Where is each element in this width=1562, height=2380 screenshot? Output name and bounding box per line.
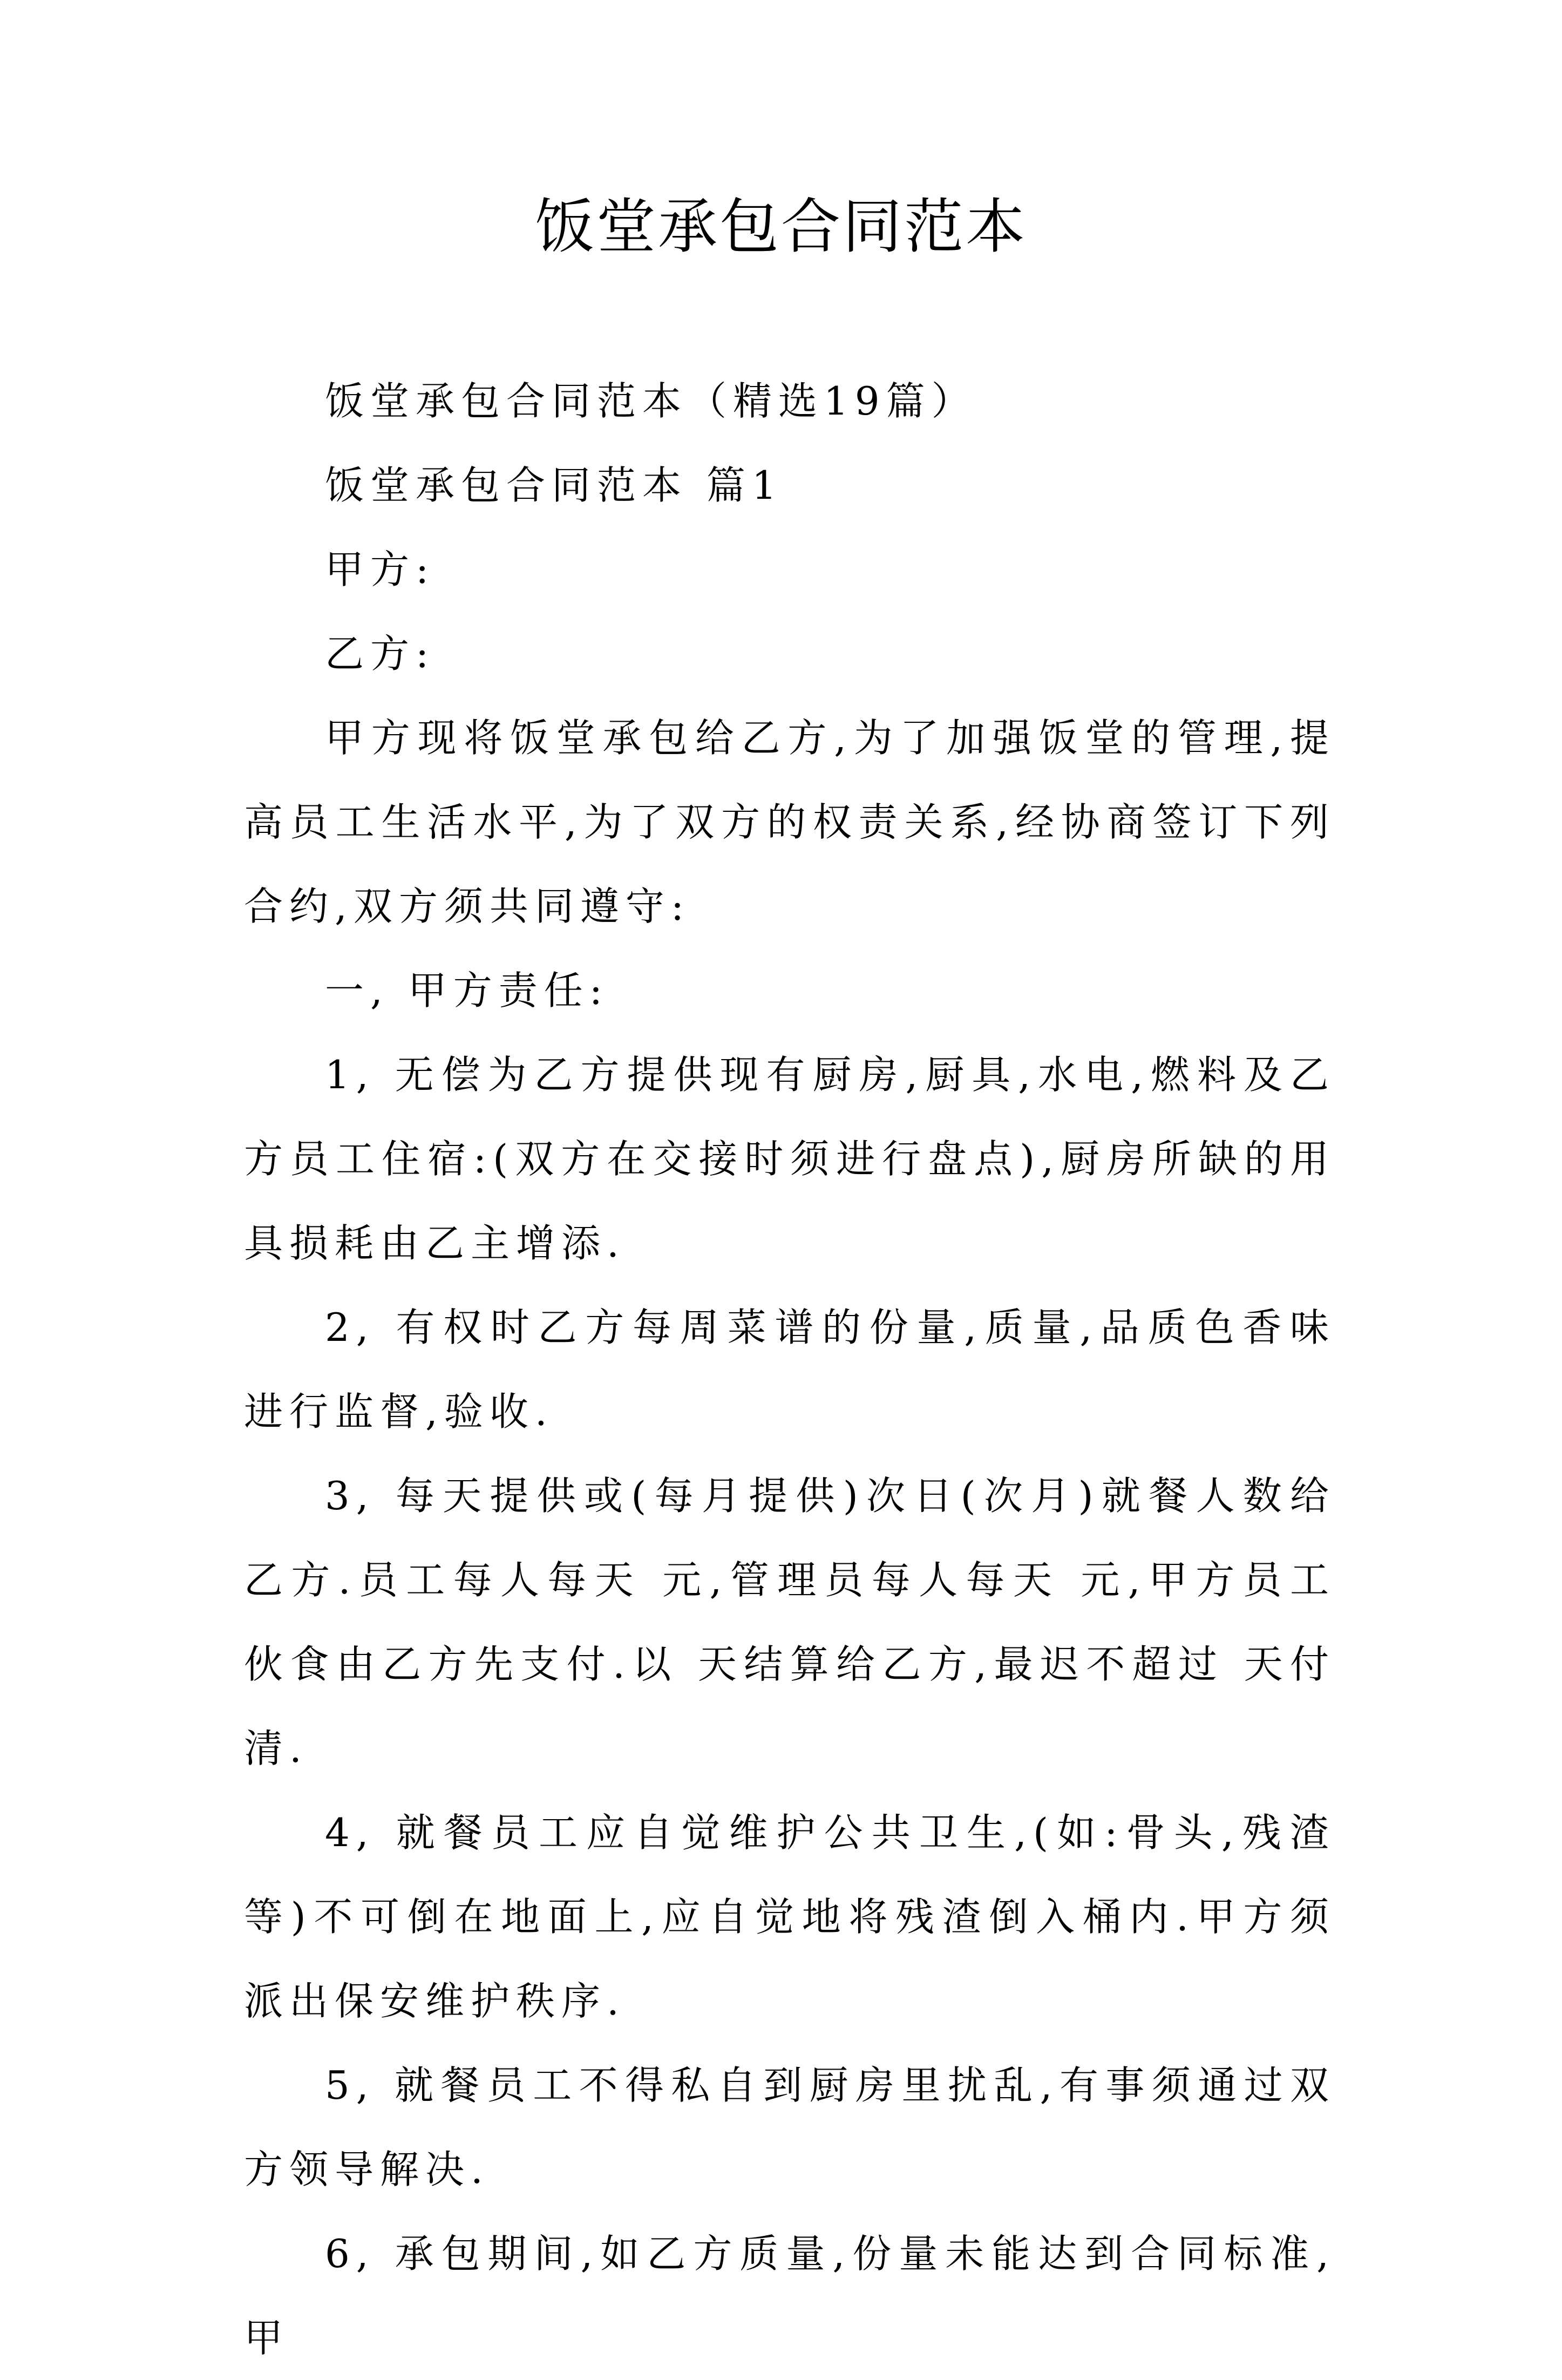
paragraph-clause-2: 2, 有权时乙方每周菜谱的份量,质量,品质色香味进行监督,验收. — [244, 1305, 1335, 1434]
paragraph-party-a-duties-heading: 一, 甲方责任: — [325, 968, 609, 1013]
paragraph-party-b: 乙方: — [325, 631, 436, 676]
document-body — [244, 359, 1335, 2380]
paragraph-clause-1: 1, 无偿为乙方提供现有厨房,厨具,水电,燃料及乙方员工住宿:(双方在交接时须进行盘点),厨房所缺的用具损耗由乙主增添. — [244, 1052, 1335, 1266]
paragraph-clause-4: 4, 就餐员工应自觉维护公共卫生,(如:骨头,残渣等)不可倒在地面上,应自觉地将残渣倒入桶内.甲方须派出保安维护秩序. — [244, 1810, 1335, 2024]
paragraph-clause-6: 6, 承包期间,如乙方质量,份量未能达到合同标准,甲 — [244, 2231, 1335, 2361]
paragraph-preamble: 甲方现将饭堂承包给乙方,为了加强饭堂的管理,提高员工生活水平,为了双方的权责关系,经协商签订下列合约,双方须共同遵守: — [244, 715, 1335, 929]
paragraph-subtitle: 饭堂承包合同范本（精选19篇） — [325, 378, 977, 424]
paragraph-clause-5: 5, 就餐员工不得私自到厨房里扰乱,有事须通过双方领导解决. — [244, 2063, 1335, 2192]
paragraph-clause-3: 3, 每天提供或(每月提供)次日(次月)就餐人数给乙方.员工每人每天 元,管理员每人每天 元,甲方员工伙食由乙方先支付.以 天结算给乙方,最迟不超过 天付清. — [244, 1473, 1335, 1771]
document-title: 饭堂承包合同范本 — [535, 192, 1027, 261]
paragraph-section-heading: 饭堂承包合同范本 篇1 — [325, 463, 783, 508]
paragraph-party-a: 甲方: — [325, 547, 436, 592]
